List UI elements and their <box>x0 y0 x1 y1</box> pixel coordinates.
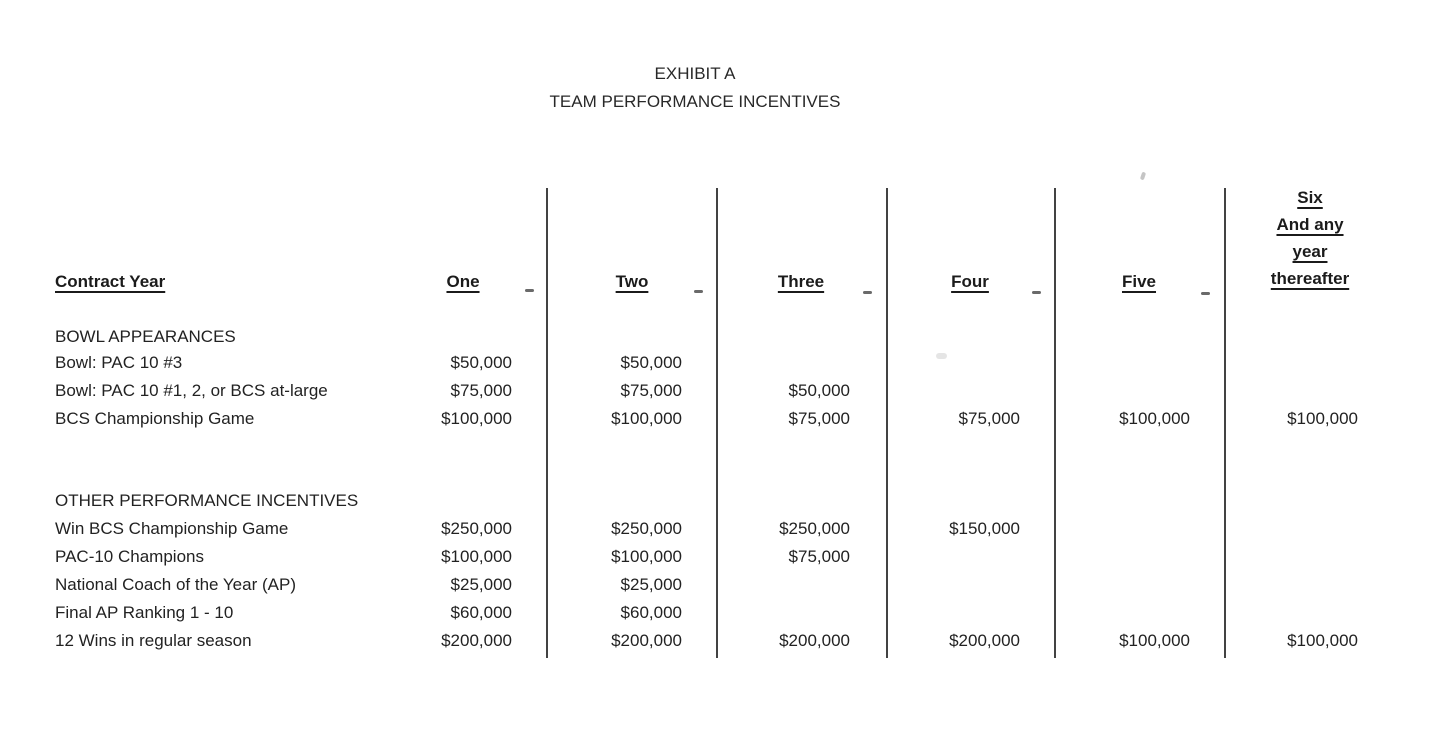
table-row <box>0 381 1438 403</box>
cell-value-year-two: $25,000 <box>620 575 682 594</box>
column-header-six <box>1230 184 1390 292</box>
row-label: Final AP Ranking 1 - 10 <box>55 603 234 622</box>
row-label: Bowl: PAC 10 #1, 2, or BCS at-large <box>55 381 328 400</box>
column-header-two: Two <box>615 272 649 291</box>
contract-year-header: Contract Year <box>55 272 166 291</box>
cell-value-year-three: $50,000 <box>788 381 850 400</box>
row-label: Win BCS Championship Game <box>55 519 289 538</box>
cell-value-year-five: $100,000 <box>1119 409 1190 428</box>
cell-value-year-three: $200,000 <box>779 631 850 650</box>
cell-value-year-one: $25,000 <box>450 575 512 594</box>
table-row <box>0 519 1438 541</box>
cell-value-year-five: $100,000 <box>1119 631 1190 650</box>
cell-value-year-one: $100,000 <box>441 547 512 566</box>
cell-value-year-three: $75,000 <box>788 547 850 566</box>
table-row <box>0 631 1438 653</box>
tick-mark <box>525 289 534 292</box>
scan-artifact <box>1140 172 1146 181</box>
cell-value-year-two: $200,000 <box>611 631 682 650</box>
cell-value-year-one: $100,000 <box>441 409 512 428</box>
column-header-one: One <box>446 272 480 291</box>
tick-mark <box>863 291 872 294</box>
cell-value-year-one: $60,000 <box>450 603 512 622</box>
six-header-line-3: year <box>1292 242 1328 261</box>
cell-value-year-one: $50,000 <box>450 353 512 372</box>
column-header-three: Three <box>777 272 825 291</box>
cell-value-year-six: $100,000 <box>1287 631 1358 650</box>
row-label: PAC-10 Champions <box>55 547 204 566</box>
section-heading-other-performance: OTHER PERFORMANCE INCENTIVES <box>55 491 359 510</box>
section-heading-row <box>0 327 1438 349</box>
table-row <box>0 353 1438 375</box>
tick-mark <box>1032 291 1041 294</box>
exhibit-subtitle: TEAM PERFORMANCE INCENTIVES <box>549 92 841 111</box>
row-label: BCS Championship Game <box>55 409 255 428</box>
column-header-four: Four <box>951 272 989 291</box>
table-row <box>0 603 1438 625</box>
six-header-line-4: thereafter <box>1270 269 1350 288</box>
cell-value-year-two: $50,000 <box>620 353 682 372</box>
cell-value-year-two: $60,000 <box>620 603 682 622</box>
section-heading-row <box>0 491 1438 513</box>
column-header-five: Five <box>1121 272 1157 291</box>
cell-value-year-four: $200,000 <box>949 631 1020 650</box>
cell-value-year-three: $250,000 <box>779 519 850 538</box>
cell-value-year-four: $75,000 <box>958 409 1020 428</box>
row-label: National Coach of the Year (AP) <box>55 575 296 594</box>
six-header-line-2: And any <box>1276 215 1344 234</box>
cell-value-year-six: $100,000 <box>1287 409 1358 428</box>
cell-value-year-two: $75,000 <box>620 381 682 400</box>
cell-value-year-one: $75,000 <box>450 381 512 400</box>
row-label: 12 Wins in regular season <box>55 631 252 650</box>
exhibit-title: EXHIBIT A <box>654 64 736 83</box>
tick-mark <box>694 290 703 293</box>
table-row <box>0 547 1438 569</box>
document-title-block <box>0 60 1390 116</box>
table-row <box>0 575 1438 597</box>
section-heading-bowl-appearances: BOWL APPEARANCES <box>55 327 236 346</box>
cell-value-year-two: $100,000 <box>611 547 682 566</box>
cell-value-year-four: $150,000 <box>949 519 1020 538</box>
cell-value-year-one: $250,000 <box>441 519 512 538</box>
six-header-line-1: Six <box>1297 188 1323 207</box>
tick-mark <box>1201 292 1210 295</box>
cell-value-year-one: $200,000 <box>441 631 512 650</box>
cell-value-year-two: $250,000 <box>611 519 682 538</box>
table-row <box>0 409 1438 431</box>
cell-value-year-two: $100,000 <box>611 409 682 428</box>
row-label: Bowl: PAC 10 #3 <box>55 353 183 372</box>
cell-value-year-three: $75,000 <box>788 409 850 428</box>
